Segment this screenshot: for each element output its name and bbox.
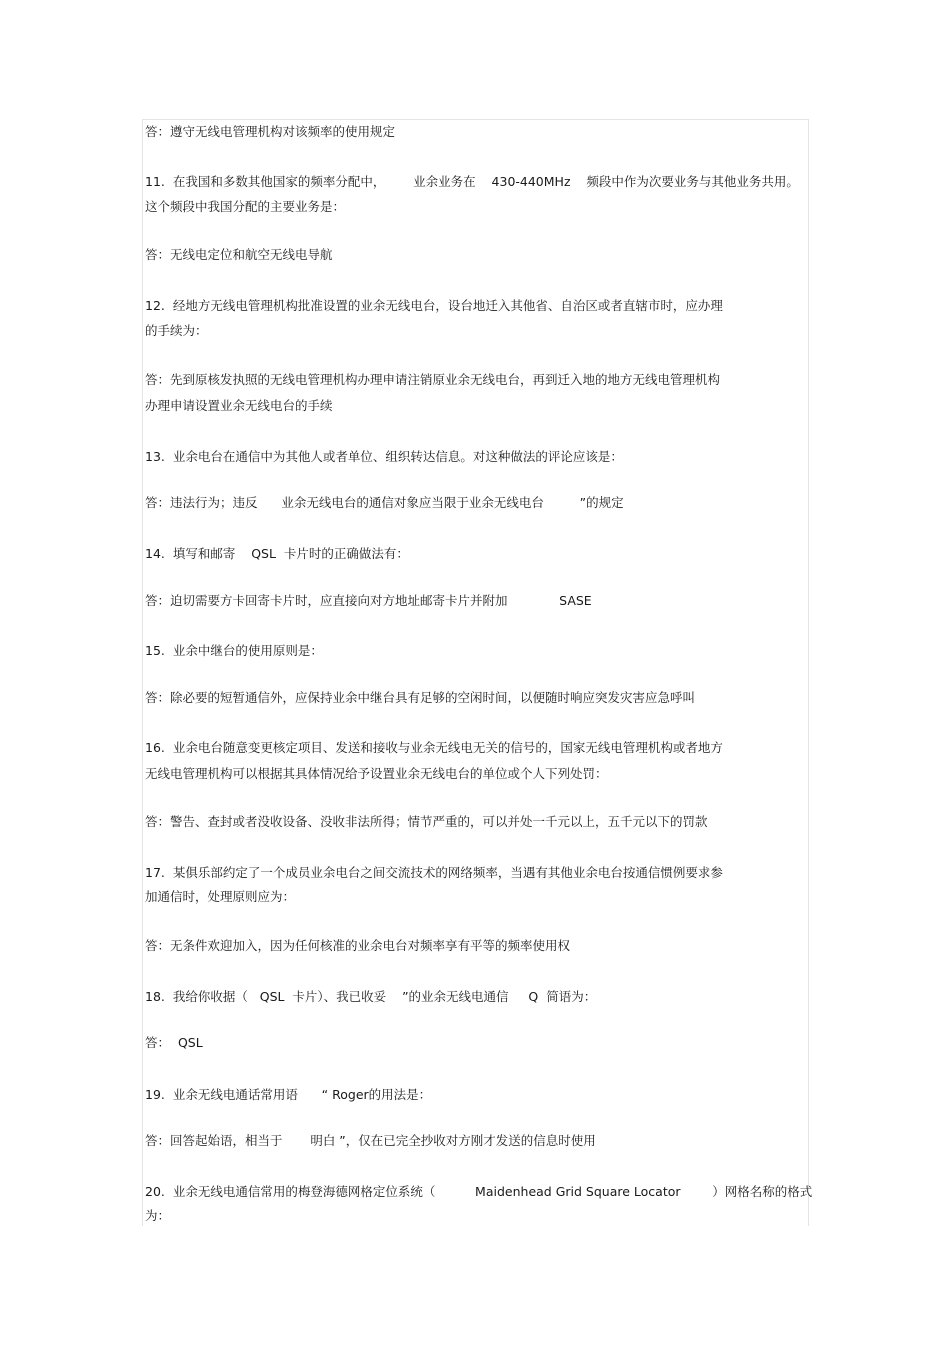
answer-10: 答：遵守无线电管理机构对该频率的使用规定 xyxy=(145,124,396,139)
answer-14: 答：迫切需要方卡回寄卡片时，应直接向对方地址邮寄卡片并附加 SASE xyxy=(145,593,592,608)
answer-15: 答：除必要的短暂通信外，应保持业余中继台具有足够的空闲时间，以便随时响应突发灾害应急呼叫 xyxy=(145,690,696,705)
question-17-line-1: 17. 某俱乐部约定了一个成员业余电台之间交流技术的网络频率，当遇有其他业余电台按通信惯例要求参 xyxy=(145,865,723,880)
question-18: 18. 我给你收据（ QSL 卡片）、我已收妥 ”的业余无线电通信 Q 简语为： xyxy=(145,989,597,1004)
question-11-line-2: 这个频段中我国分配的主要业务是： xyxy=(145,199,346,214)
question-13: 13. 业余电台在通信中为其他人或者单位、组织转达信息。对这种做法的评论应该是： xyxy=(145,449,623,464)
question-16-line-2: 无线电管理机构可以根据其具体情况给予设置业余无线电台的单位或个人下列处罚： xyxy=(145,766,608,781)
answer-19: 答：回答起始语，相当于 明白 ”，仅在已完全抄收对方刚才发送的信息时使用 xyxy=(145,1133,596,1148)
question-12-line-1: 12. 经地方无线电管理机构批准设置的业余无线电台，设台地迁入其他省、自治区或者直辖市时，应办理 xyxy=(145,298,723,313)
question-15: 15. 业余中继台的使用原则是： xyxy=(145,643,323,658)
question-16-line-1: 16. 业余电台随意变更核定项目、发送和接收与业余无线电无关的信号的，国家无线电管理机构或者地方 xyxy=(145,740,723,755)
answer-12-line-2: 办理申请设置业余无线电台的手续 xyxy=(145,398,333,413)
question-12-line-2: 的手续为： xyxy=(145,323,208,338)
question-19: 19. 业余无线电通话常用语 “ Roger的用法是： xyxy=(145,1087,432,1102)
answer-13: 答：违法行为；违反 业余无线电台的通信对象应当限于业余无线电台 ”的规定 xyxy=(145,495,624,510)
page-border xyxy=(142,119,809,1226)
question-20-line-1: 20. 业余无线电通信常用的梅登海德网格定位系统（ Maidenhead Grid Square Locator ）网格名称的格式 xyxy=(145,1184,813,1199)
answer-18: 答： QSL xyxy=(145,1035,203,1050)
question-20-line-2: 为： xyxy=(145,1208,171,1223)
question-14: 14. 填写和邮寄 QSL 卡片时的正确做法有： xyxy=(145,546,409,561)
question-17-line-2: 加通信时，处理原则应为： xyxy=(145,889,296,904)
answer-17: 答：无条件欢迎加入，因为任何核准的业余电台对频率享有平等的频率使用权 xyxy=(145,938,571,953)
answer-16: 答：警告、查封或者没收设备、没收非法所得；情节严重的，可以并处一千元以上，五千元以下的罚款 xyxy=(145,814,708,829)
answer-12-line-1: 答：先到原核发执照的无线电管理机构办理申请注销原业余无线电台，再到迁入地的地方无线电管理机构 xyxy=(145,372,721,387)
answer-11: 答：无线电定位和航空无线电导航 xyxy=(145,247,333,262)
question-11-line-1: 11. 在我国和多数其他国家的频率分配中， 业余业务在 430-440MHz 频段中作为次要业务与其他业务共用。 xyxy=(145,174,799,189)
